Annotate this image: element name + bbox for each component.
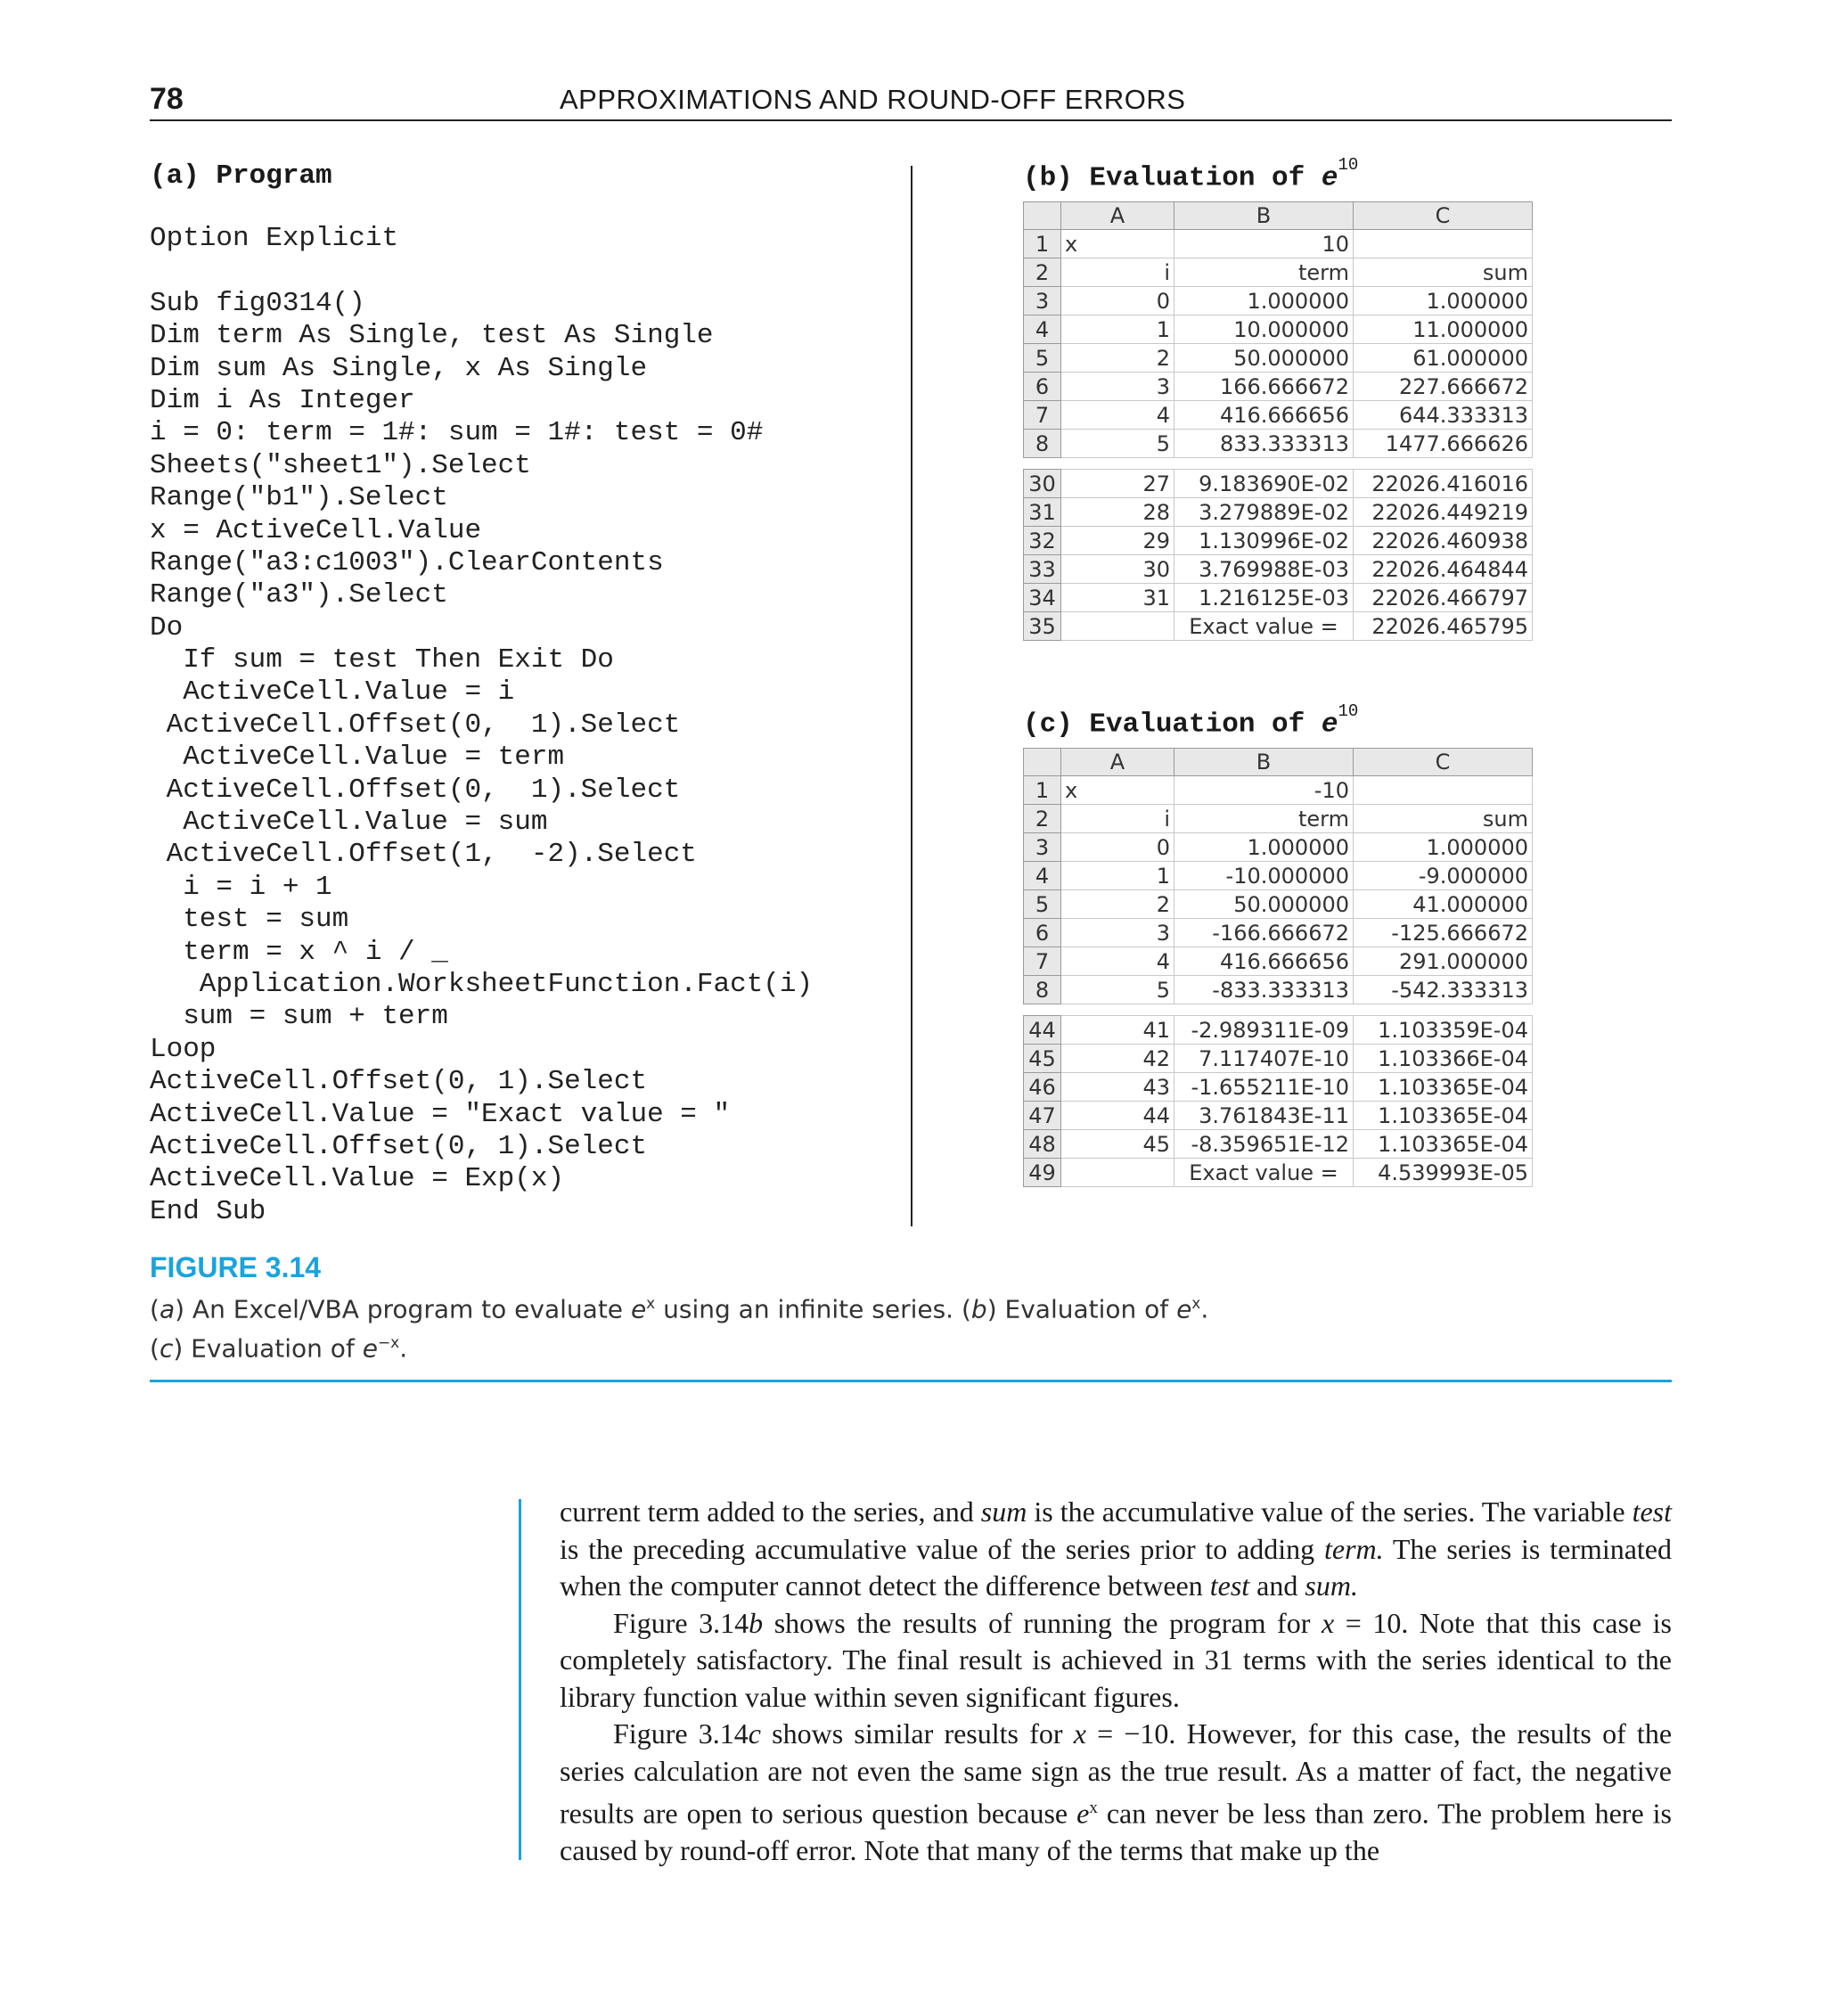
column-header: B bbox=[1174, 202, 1354, 230]
caption-line-1 bbox=[150, 1287, 1208, 1326]
row-header: 8 bbox=[1024, 430, 1061, 458]
code-line: ActiveCell.Value = "Exact value = " bbox=[150, 1098, 731, 1130]
code-line: Application.WorksheetFunction.Fact(i) bbox=[150, 968, 814, 1000]
table-row bbox=[1024, 498, 1533, 527]
cell-empty bbox=[1061, 1159, 1174, 1187]
code-line: ActiveCell.Offset(1, -2).Select bbox=[150, 839, 697, 871]
caption-text: −x bbox=[377, 1334, 400, 1353]
cell-empty bbox=[1061, 612, 1174, 641]
table-row bbox=[1024, 1016, 1533, 1045]
cell-term: -166.666672 bbox=[1174, 919, 1354, 947]
code-line: Sheets("sheet1").Select bbox=[150, 449, 531, 481]
page-number: 78 bbox=[150, 82, 184, 116]
gap-cell bbox=[1174, 458, 1354, 470]
code-line: term = x ^ i / _ bbox=[150, 936, 448, 968]
code-line: Dim i As Integer bbox=[150, 384, 415, 416]
row-header: 6 bbox=[1024, 919, 1061, 947]
cell-i: 3 bbox=[1061, 373, 1174, 401]
code-line: ActiveCell.Offset(0, 1).Select bbox=[150, 709, 681, 741]
cell-i: 1 bbox=[1061, 862, 1174, 890]
exact-value-row bbox=[1024, 1159, 1533, 1187]
table-c-title-text: (c) Evaluation of bbox=[1023, 709, 1322, 741]
column-header-row bbox=[1024, 749, 1533, 776]
paragraph-1 bbox=[560, 1494, 1672, 1605]
code-line: If sum = test Then Exit Do bbox=[150, 644, 614, 676]
caption-text: b bbox=[970, 1294, 987, 1324]
row-header: 45 bbox=[1024, 1045, 1061, 1073]
column-header: C bbox=[1354, 749, 1533, 776]
table-row bbox=[1024, 1073, 1533, 1102]
cell-term: 3.761843E-11 bbox=[1174, 1102, 1354, 1130]
text-run: test bbox=[1209, 1569, 1250, 1602]
row-header: 4 bbox=[1024, 316, 1061, 344]
column-header: A bbox=[1061, 749, 1174, 776]
caption-text: e bbox=[1176, 1294, 1192, 1324]
row-header: 1 bbox=[1024, 230, 1061, 258]
cell-i: 0 bbox=[1061, 833, 1174, 862]
code-line: Range("b1").Select bbox=[150, 482, 448, 514]
cell-i: 30 bbox=[1061, 555, 1174, 584]
table-row bbox=[1024, 1130, 1533, 1159]
text-run: sum bbox=[980, 1496, 1027, 1528]
cell-sum: 22026.466797 bbox=[1354, 584, 1533, 612]
gap-cell bbox=[1061, 1004, 1174, 1016]
cell-i: 0 bbox=[1061, 287, 1174, 316]
code-line: Range("a3:c1003").ClearContents bbox=[150, 546, 664, 578]
row-header: 34 bbox=[1024, 584, 1061, 612]
code-line: i = i + 1 bbox=[150, 871, 332, 903]
cell-label: term bbox=[1174, 258, 1354, 287]
cell-term: 416.666656 bbox=[1174, 401, 1354, 430]
caption-text: ) An Excel/VBA program to evaluate bbox=[175, 1294, 631, 1324]
table-c-title bbox=[1023, 701, 1359, 741]
vba-code-listing bbox=[150, 223, 813, 1228]
cell-label: term bbox=[1174, 805, 1354, 833]
gap-cell bbox=[1024, 1004, 1061, 1016]
caption-text: x bbox=[646, 1295, 656, 1313]
code-line: Do bbox=[150, 611, 184, 643]
column-header: C bbox=[1354, 202, 1533, 230]
page-header bbox=[150, 78, 1672, 121]
text-run: x bbox=[1321, 1606, 1335, 1639]
row-header: 3 bbox=[1024, 833, 1061, 862]
caption-text: using an infinite series. ( bbox=[655, 1294, 971, 1324]
caption-text: e bbox=[630, 1294, 647, 1324]
table-row bbox=[1024, 890, 1533, 919]
figure-caption bbox=[150, 1287, 1208, 1366]
table-gap bbox=[1024, 458, 1533, 470]
row-header: 44 bbox=[1024, 1016, 1061, 1045]
row-header: 5 bbox=[1024, 344, 1061, 373]
cell-term: -833.333313 bbox=[1174, 976, 1354, 1004]
row-header: 3 bbox=[1024, 287, 1061, 316]
text-run: The series is terminated when the computer cannot detect the difference between bbox=[560, 1532, 1673, 1602]
table-row bbox=[1024, 1045, 1533, 1073]
table-row bbox=[1024, 947, 1533, 976]
gap-cell bbox=[1061, 458, 1174, 470]
cell-i: 4 bbox=[1061, 401, 1174, 430]
table-row bbox=[1024, 919, 1533, 947]
row-header: 4 bbox=[1024, 862, 1061, 890]
row-header: 31 bbox=[1024, 498, 1061, 527]
paragraph-2 bbox=[560, 1605, 1672, 1717]
table-row bbox=[1024, 862, 1533, 890]
cell-sum: 61.000000 bbox=[1354, 344, 1533, 373]
exact-value-label: Exact value = bbox=[1174, 612, 1354, 641]
table-b-title bbox=[1023, 155, 1359, 194]
cell-sum: 41.000000 bbox=[1354, 890, 1533, 919]
row-header: 30 bbox=[1024, 470, 1061, 498]
cell-sum: -9.000000 bbox=[1354, 862, 1533, 890]
caption-text: ( bbox=[150, 1333, 160, 1364]
row-header: 32 bbox=[1024, 527, 1061, 555]
caption-line-2 bbox=[150, 1326, 1208, 1365]
cell-term: 7.117407E-10 bbox=[1174, 1045, 1354, 1073]
code-line: i = 0: term = 1#: sum = 1#: test = 0# bbox=[150, 417, 764, 449]
table-row bbox=[1024, 344, 1533, 373]
body-text bbox=[560, 1494, 1672, 1870]
cell-sum: 1.103365E-04 bbox=[1354, 1130, 1533, 1159]
running-head: APPROXIMATIONS AND ROUND-OFF ERRORS bbox=[560, 84, 1186, 115]
cell-label: sum bbox=[1354, 258, 1533, 287]
cell-i: 44 bbox=[1061, 1102, 1174, 1130]
cell-sum: -125.666672 bbox=[1354, 919, 1533, 947]
cell-sum: 22026.464844 bbox=[1354, 555, 1533, 584]
code-line: x = ActiveCell.Value bbox=[150, 514, 482, 546]
exact-value-label: Exact value = bbox=[1174, 1159, 1354, 1187]
table-row bbox=[1024, 258, 1533, 287]
code-line: Dim sum As Single, x As Single bbox=[150, 352, 648, 384]
code-line: ActiveCell.Value = Exp(x) bbox=[150, 1163, 565, 1195]
exact-value: 22026.465795 bbox=[1354, 612, 1533, 641]
text-run: c bbox=[748, 1717, 761, 1750]
table-row bbox=[1024, 976, 1533, 1004]
cell-sum: 1.103365E-04 bbox=[1354, 1073, 1533, 1102]
text-run: is the accumulative value of the series. The variable bbox=[1027, 1496, 1633, 1528]
code-line: Dim term As Single, test As Single bbox=[150, 320, 714, 352]
caption-text: . bbox=[1200, 1294, 1209, 1324]
cell-i: 3 bbox=[1061, 919, 1174, 947]
cell-term: 416.666656 bbox=[1174, 947, 1354, 976]
caption-text: ) Evaluation of bbox=[986, 1294, 1177, 1324]
table-b-title-text: (b) Evaluation of bbox=[1023, 162, 1322, 194]
code-line: Loop bbox=[150, 1033, 217, 1065]
figure-bottom-rule bbox=[150, 1380, 1672, 1382]
caption-text: ( bbox=[150, 1294, 160, 1324]
cell-sum: 291.000000 bbox=[1354, 947, 1533, 976]
cell-term: -1.655211E-10 bbox=[1174, 1073, 1354, 1102]
cell-i: 28 bbox=[1061, 498, 1174, 527]
cell-x-label: x bbox=[1061, 230, 1174, 258]
column-header: A bbox=[1061, 202, 1174, 230]
caption-text: e bbox=[362, 1333, 378, 1364]
row-header: 7 bbox=[1024, 401, 1061, 430]
code-line: ActiveCell.Value = term bbox=[150, 742, 565, 774]
cell-term: 3.279889E-02 bbox=[1174, 498, 1354, 527]
text-run: x bbox=[1089, 1799, 1098, 1817]
cell-term: 1.000000 bbox=[1174, 833, 1354, 862]
table-row bbox=[1024, 287, 1533, 316]
text-run: current term added to the series, and bbox=[560, 1496, 981, 1528]
column-header: B bbox=[1174, 749, 1354, 776]
cell-term: 10.000000 bbox=[1174, 316, 1354, 344]
code-line: ActiveCell.Value = sum bbox=[150, 807, 548, 839]
cell-empty bbox=[1354, 230, 1533, 258]
cell-term: 166.666672 bbox=[1174, 373, 1354, 401]
cell-sum: 1.103359E-04 bbox=[1354, 1016, 1533, 1045]
row-header: 7 bbox=[1024, 947, 1061, 976]
table-row bbox=[1024, 833, 1533, 862]
cell-term: 1.000000 bbox=[1174, 287, 1354, 316]
cell-i: 43 bbox=[1061, 1073, 1174, 1102]
row-header: 2 bbox=[1024, 805, 1061, 833]
cell-term: -10.000000 bbox=[1174, 862, 1354, 890]
cell-sum: 1477.666626 bbox=[1354, 430, 1533, 458]
cell-sum: 1.000000 bbox=[1354, 287, 1533, 316]
code-line: ActiveCell.Offset(0, 1).Select bbox=[150, 774, 681, 806]
cell-sum: 644.333313 bbox=[1354, 401, 1533, 430]
cell-term: -8.359651E-12 bbox=[1174, 1130, 1354, 1159]
cell-sum: 1.103365E-04 bbox=[1354, 1102, 1533, 1130]
row-header: 1 bbox=[1024, 776, 1061, 805]
code-line: ActiveCell.Value = i bbox=[150, 676, 515, 709]
code-line: Option Explicit bbox=[150, 223, 399, 254]
table-row bbox=[1024, 527, 1533, 555]
caption-text: x bbox=[1191, 1295, 1201, 1313]
cell-i: 29 bbox=[1061, 527, 1174, 555]
cell-i: 42 bbox=[1061, 1045, 1174, 1073]
table-row bbox=[1024, 316, 1533, 344]
corner-cell bbox=[1024, 202, 1061, 230]
text-run: = 10. Note that this case is completely satisfactory. The final result is achieved in 31 terms with the series identical to the library function value within seven significant figures. bbox=[560, 1606, 1673, 1713]
text-run: Figure 3.14 bbox=[613, 1606, 749, 1639]
cell-sum: 22026.460938 bbox=[1354, 527, 1533, 555]
table-c-title-base: e bbox=[1321, 709, 1338, 741]
cell-sum: -542.333313 bbox=[1354, 976, 1533, 1004]
text-run: is the preceding accumulative value of the series prior to adding bbox=[560, 1532, 1324, 1565]
paragraph-3 bbox=[560, 1716, 1672, 1870]
corner-cell bbox=[1024, 749, 1061, 776]
table-row bbox=[1024, 430, 1533, 458]
exact-value-row bbox=[1024, 612, 1533, 641]
text-run: and bbox=[1249, 1569, 1305, 1602]
table-c-title-exponent: 10 bbox=[1338, 701, 1359, 721]
code-line: ActiveCell.Offset(0, 1).Select bbox=[150, 1130, 648, 1162]
code-line: Sub fig0314() bbox=[150, 287, 365, 319]
code-line: test = sum bbox=[150, 904, 349, 936]
cell-i: 27 bbox=[1061, 470, 1174, 498]
cell-sum: 1.000000 bbox=[1354, 833, 1533, 862]
cell-term: 1.216125E-03 bbox=[1174, 584, 1354, 612]
row-header: 48 bbox=[1024, 1130, 1061, 1159]
table-row bbox=[1024, 401, 1533, 430]
exact-value: 4.539993E-05 bbox=[1354, 1159, 1533, 1187]
cell-i: 31 bbox=[1061, 584, 1174, 612]
table-b-title-base: e bbox=[1321, 162, 1338, 194]
cell-term: 50.000000 bbox=[1174, 890, 1354, 919]
table-b-title-exponent: 10 bbox=[1338, 155, 1359, 175]
cell-label: i bbox=[1061, 805, 1174, 833]
cell-sum: 227.666672 bbox=[1354, 373, 1533, 401]
program-title: (a) Program bbox=[150, 160, 332, 192]
code-line: Range("a3").Select bbox=[150, 579, 448, 611]
table-row bbox=[1024, 555, 1533, 584]
cell-i: 4 bbox=[1061, 947, 1174, 976]
code-line bbox=[150, 255, 813, 287]
cell-i: 5 bbox=[1061, 430, 1174, 458]
text-run: e bbox=[1076, 1797, 1090, 1830]
cell-i: 5 bbox=[1061, 976, 1174, 1004]
cell-i: 45 bbox=[1061, 1130, 1174, 1159]
cell-i: 41 bbox=[1061, 1016, 1174, 1045]
cell-term: -2.989311E-09 bbox=[1174, 1016, 1354, 1045]
cell-term: 3.769988E-03 bbox=[1174, 555, 1354, 584]
cell-term: 50.000000 bbox=[1174, 344, 1354, 373]
caption-text: . bbox=[399, 1333, 408, 1364]
table-gap bbox=[1024, 1004, 1533, 1016]
text-run: shows similar results for bbox=[760, 1717, 1074, 1750]
text-run: can never be less than zero. The problem here is caused by round-off error. Note that many of the terms that make up the bbox=[560, 1797, 1673, 1867]
table-row bbox=[1024, 230, 1533, 258]
table-row bbox=[1024, 373, 1533, 401]
row-header: 49 bbox=[1024, 1159, 1061, 1187]
cell-empty bbox=[1354, 776, 1533, 805]
text-run: sum. bbox=[1305, 1569, 1358, 1602]
text-run: = −10. However, for this case, the results of the series calculation are not even the same sign as the true result. As a matter of fact, the negative results are open to serious question because bbox=[560, 1717, 1673, 1830]
cell-sum: 22026.449219 bbox=[1354, 498, 1533, 527]
cell-i: 1 bbox=[1061, 316, 1174, 344]
cell-x-value: 10 bbox=[1174, 230, 1354, 258]
row-header: 5 bbox=[1024, 890, 1061, 919]
margin-bar bbox=[519, 1499, 521, 1860]
text-run: Figure 3.14 bbox=[613, 1717, 749, 1750]
row-header: 6 bbox=[1024, 373, 1061, 401]
text-run: test bbox=[1632, 1496, 1673, 1528]
row-header: 46 bbox=[1024, 1073, 1061, 1102]
spreadsheet-b bbox=[1023, 201, 1533, 641]
cell-x-value: -10 bbox=[1174, 776, 1354, 805]
row-header: 33 bbox=[1024, 555, 1061, 584]
cell-x-label: x bbox=[1061, 776, 1174, 805]
cell-term: 1.130996E-02 bbox=[1174, 527, 1354, 555]
text-run: term. bbox=[1323, 1532, 1384, 1565]
cell-sum: 11.000000 bbox=[1354, 316, 1533, 344]
table-row bbox=[1024, 584, 1533, 612]
table-row bbox=[1024, 470, 1533, 498]
caption-text: ) Evaluation of bbox=[173, 1333, 363, 1364]
table-row bbox=[1024, 776, 1533, 805]
cell-term: 9.183690E-02 bbox=[1174, 470, 1354, 498]
column-header-row bbox=[1024, 202, 1533, 230]
panel-divider bbox=[911, 166, 912, 1226]
figure-label: FIGURE 3.14 bbox=[150, 1251, 322, 1283]
text-run: shows the results of running the program for bbox=[763, 1606, 1322, 1639]
cell-i: 2 bbox=[1061, 890, 1174, 919]
code-line: ActiveCell.Offset(0, 1).Select bbox=[150, 1066, 648, 1098]
gap-cell bbox=[1354, 458, 1533, 470]
row-header: 35 bbox=[1024, 612, 1061, 641]
gap-cell bbox=[1174, 1004, 1354, 1016]
table-row bbox=[1024, 1102, 1533, 1130]
cell-term: 833.333313 bbox=[1174, 430, 1354, 458]
row-header: 2 bbox=[1024, 258, 1061, 287]
code-line: End Sub bbox=[150, 1195, 266, 1227]
spreadsheet-c bbox=[1023, 748, 1533, 1187]
cell-sum: 22026.416016 bbox=[1354, 470, 1533, 498]
caption-text: a bbox=[159, 1294, 176, 1324]
gap-cell bbox=[1024, 458, 1061, 470]
caption-text: c bbox=[159, 1333, 174, 1364]
cell-label: sum bbox=[1354, 805, 1533, 833]
cell-label: i bbox=[1061, 258, 1174, 287]
table-row bbox=[1024, 805, 1533, 833]
cell-sum: 1.103366E-04 bbox=[1354, 1045, 1533, 1073]
code-line: sum = sum + term bbox=[150, 1001, 448, 1033]
cell-i: 2 bbox=[1061, 344, 1174, 373]
row-header: 8 bbox=[1024, 976, 1061, 1004]
row-header: 47 bbox=[1024, 1102, 1061, 1130]
text-run: b bbox=[749, 1606, 764, 1639]
text-run: x bbox=[1073, 1717, 1086, 1750]
gap-cell bbox=[1354, 1004, 1533, 1016]
